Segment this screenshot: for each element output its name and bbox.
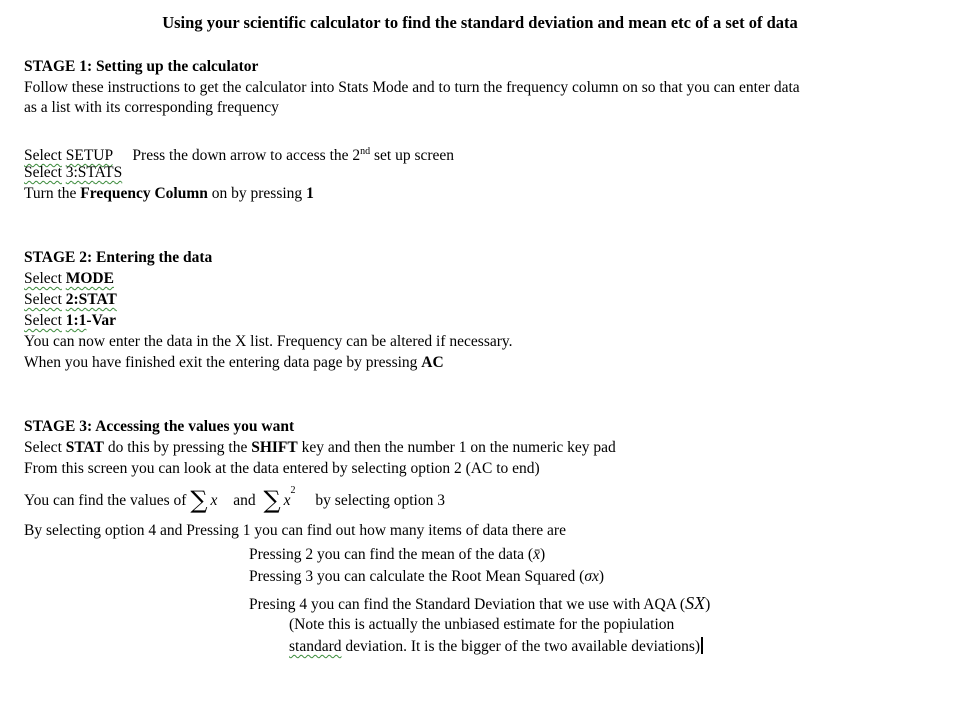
stage2-stat-line — [24, 291, 117, 309]
press-down-text: Press the down arrow to access the 2 — [132, 147, 361, 165]
close-paren: ) — [539, 546, 546, 563]
x-bar-symbol: x̄ — [533, 546, 540, 563]
sigma-x-symbol: σx — [584, 568, 599, 585]
select-word: Select — [24, 312, 62, 329]
stage3-option4-line: By selecting option 4 and Pressing 1 you can find out how many items of data there are — [24, 522, 566, 539]
one-var-option-a: 1:1 — [65, 312, 87, 329]
exit-text: When you have finished exit the entering data page by pressing — [24, 354, 422, 371]
select-word: Select — [24, 164, 62, 181]
stage3-rms-line — [249, 568, 604, 586]
key-rest-text: key and then the number 1 on the numeric key pad — [297, 439, 616, 456]
turn-text: Turn the — [24, 185, 81, 202]
sum-symbol: ∑ — [190, 486, 208, 515]
stage1-intro-line2: as a list with its corresponding frequency — [24, 99, 279, 116]
and-text: and — [233, 492, 256, 510]
setup-key: SETUP — [65, 147, 113, 165]
stage2-var-line — [24, 312, 116, 330]
shift-key: SHIFT — [251, 439, 298, 456]
stage3-mean-line — [249, 546, 545, 564]
sx-symbol: SX — [685, 593, 706, 613]
turn-post-text: on by pressing — [207, 185, 307, 202]
rms-text: Pressing 3 you can calculate the Root Mean Squared ( — [249, 568, 585, 585]
mode-key: MODE — [65, 270, 114, 287]
select-word: Select — [24, 270, 62, 287]
sum-symbol: ∑ — [263, 486, 281, 515]
ac-key: AC — [421, 354, 444, 371]
mean-text: Pressing 2 you can find the mean of the data ( — [249, 546, 534, 563]
stage2-mode-line — [24, 270, 114, 288]
option3-text: by selecting option 3 — [315, 492, 445, 510]
stage3-note-line2 — [289, 637, 703, 656]
stage3-heading: STAGE 3: Accessing the values you want — [24, 418, 295, 435]
stat-option: 2:STAT — [65, 291, 117, 308]
page-title: Using your scientific calculator to find the standard deviation and mean etc of a set of data — [162, 13, 798, 32]
squared-superscript: 2 — [290, 485, 296, 496]
stage3-sd-line — [249, 594, 710, 614]
select-word: Select — [24, 291, 62, 308]
stage3-from-screen-line: From this screen you can look at the data entered by selecting option 2 (AC to end) — [24, 460, 540, 477]
note-rest-text: deviation. It is the bigger of the two available deviations) — [341, 638, 701, 655]
find-text: You can find the values of — [24, 492, 191, 510]
key-1: 1 — [306, 185, 314, 202]
stage1-setup-line — [24, 143, 454, 165]
stage2-enter-line: You can now enter the data in the X list. Frequency can be altered if necessary. — [24, 333, 513, 350]
x-variable: x — [283, 492, 291, 510]
stage2-exit-line — [24, 354, 444, 372]
stage1-frequency-line — [24, 185, 314, 203]
do-this-text: do this by pressing the — [103, 439, 252, 456]
stage2-heading: STAGE 2: Entering the data — [24, 249, 213, 266]
sd-text: Presing 4 you can find the Standard Deviation that we use with AQA ( — [249, 596, 686, 613]
nd-superscript: nd — [360, 146, 371, 157]
stage1-stats-line — [24, 164, 122, 182]
frequency-column: Frequency Column — [80, 185, 208, 202]
close-paren: ) — [705, 596, 711, 613]
text-cursor — [701, 637, 703, 654]
stage3-note-line1: (Note this is actually the unbiased estimate for the popiulation — [289, 616, 675, 633]
select-word: Select — [24, 147, 62, 165]
stage3-select-stat-line — [24, 439, 616, 457]
select-text: Select — [24, 439, 66, 456]
stats-option: 3:STATS — [65, 164, 123, 181]
standard-word: standard — [289, 638, 342, 655]
stat-key: STAT — [65, 439, 104, 456]
setup-screen-text: set up screen — [370, 147, 455, 165]
close-paren: ) — [598, 568, 605, 585]
one-var-option-b: -Var — [86, 312, 116, 329]
stage1-intro-line1: Follow these instructions to get the calculator into Stats Mode and to turn the frequency column on so that you can enter data — [24, 79, 800, 96]
x-variable: x — [210, 492, 218, 510]
stage3-sums-line — [24, 485, 445, 515]
stage1-heading: STAGE 1: Setting up the calculator — [24, 58, 259, 75]
